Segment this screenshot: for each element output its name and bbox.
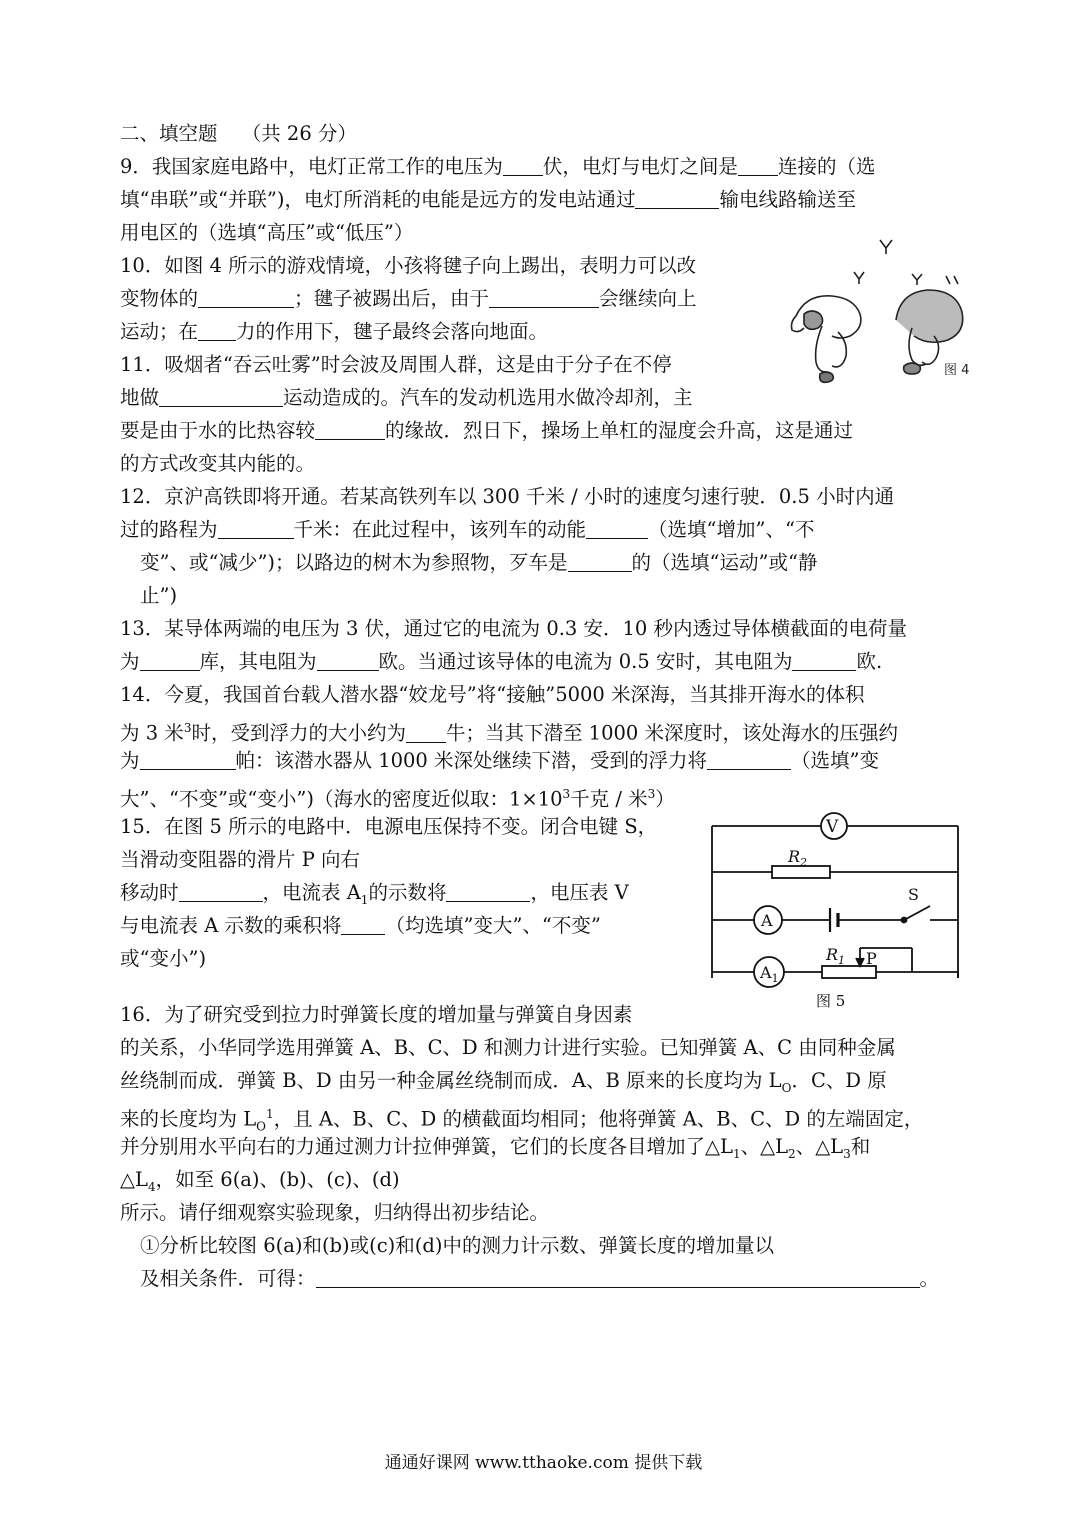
q15-line2: 当滑动变阻器的滑片 P 向右 <box>120 848 361 871</box>
q11-line4: 的方式改变其内能的。 <box>120 452 316 475</box>
q12-line3 <box>140 551 817 575</box>
q10-text: 会继续向上 <box>599 287 697 310</box>
shuttlecock-illustration <box>776 236 972 388</box>
q16-text: △L <box>120 1168 148 1191</box>
q16-subscript: 1 <box>732 1146 741 1161</box>
q15-line5: 或“变小”) <box>120 947 207 970</box>
q11-line3 <box>120 419 853 443</box>
q14-text: 牛；当其下潜至 1000 米深度时，该处海水的压强约 <box>445 721 898 745</box>
q16-text: 、△L <box>795 1135 844 1158</box>
q13-text: 为 <box>120 650 140 673</box>
q16-subscript: O <box>781 1080 792 1095</box>
q16-line3 <box>120 1069 887 1100</box>
q14-superscript: 3 <box>562 787 571 801</box>
q15-text: ，电流表 A <box>262 881 361 904</box>
q11-blank-heat[interactable] <box>315 421 385 440</box>
q15-line4 <box>120 914 601 938</box>
q9-text: 伏，电灯与电灯之间是 <box>542 155 738 178</box>
q9-blank-voltage[interactable] <box>503 157 543 176</box>
q14-text: 为 3 米 <box>120 721 184 745</box>
q16-line1: 16．为了研究受到拉力时弹簧长度的增加量与弹簧自身因素 <box>120 1003 633 1026</box>
resistor-r2-label: $R_2$ <box>788 847 808 869</box>
q16-subscript: 4 <box>147 1179 156 1194</box>
q14-blank-pressure[interactable] <box>140 751 236 770</box>
q13-blank-resistance-2[interactable] <box>792 652 856 671</box>
q16-text: 和 <box>850 1135 871 1158</box>
ammeter-a-label: A <box>761 911 773 930</box>
q15-text: 移动时 <box>120 881 179 904</box>
q11-line1: 11．吸烟者“吞云吐雾”时会波及周围人群，这是由于分子在不停 <box>120 353 672 376</box>
q10-line2 <box>120 287 697 311</box>
q12-text: 过的路程为 <box>120 518 218 541</box>
q14-line3 <box>120 749 879 773</box>
q16-text: 。 <box>919 1267 940 1290</box>
q16-text: 丝绕制而成．弹簧 B、D 由另一种金属丝绕制而成．A、B 原来的长度均为 L <box>120 1069 782 1092</box>
q16-text: ，且 A、B、C、D 的横截面均相同；他将弹簧 A、B、C、D 的左端固定， <box>273 1107 924 1131</box>
q9-text: 填“串联”或“并联”)，电灯所消耗的电能是远方的发电站通过 <box>120 188 636 211</box>
q9-text: 输电线路输送至 <box>719 188 856 211</box>
q16-text: ．C、D 原 <box>791 1069 887 1092</box>
rheostat-r1-label: $R_1$ <box>826 945 846 967</box>
q12-line2 <box>120 518 814 542</box>
switch-s-symbol <box>906 906 930 919</box>
q16-text: 、△L <box>740 1135 789 1158</box>
q14-superscript: 3 <box>647 787 656 801</box>
q9-text: 9．我国家庭电路中，电灯正常工作的电压为 <box>120 155 503 178</box>
q14-text: ） <box>655 787 675 811</box>
q14-text: （选填”变 <box>791 749 880 772</box>
q12-blank-energy[interactable] <box>586 520 648 539</box>
q16-superscript: 1 <box>266 1107 274 1121</box>
section-score: （共 26 分） <box>241 122 357 145</box>
q16-subscript: O <box>256 1119 266 1134</box>
circuit-diagram <box>702 800 972 1024</box>
slider-p-label: P <box>866 949 877 968</box>
figure-5-circuit <box>702 800 972 1024</box>
q9-blank-connection[interactable] <box>738 157 778 176</box>
q13-blank-resistance[interactable] <box>317 652 379 671</box>
q10-text: 运动；在 <box>120 320 199 343</box>
q15-blank-product[interactable] <box>341 916 385 935</box>
q10-line3 <box>120 320 548 344</box>
figure-4-label: 图 4 <box>944 363 970 378</box>
footer-credit: 通通好课网 www.tthaoke.com 提供下载 <box>384 1453 703 1473</box>
q12-text: 的（选填“运动”或“静 <box>631 551 818 574</box>
q11-blank-motion[interactable] <box>159 388 283 407</box>
q14-blank-buoyancy[interactable] <box>406 724 446 743</box>
switch-s-label: S <box>908 885 919 904</box>
q16-line4 <box>120 1102 923 1138</box>
q14-text: 时，受到浮力的大小约为 <box>191 721 406 745</box>
q15-line1: 15．在图 5 所示的电路中．电源电压保持不变。闭合电键 S， <box>120 815 658 838</box>
q10-line1: 10．如图 4 所示的游戏情境，小孩将毽子向上踢出，表明力可以改 <box>120 254 697 277</box>
q12-line4: 止”) <box>140 584 178 607</box>
q12-text: （选填“增加”、“不 <box>648 518 815 541</box>
q10-blank-force[interactable] <box>198 322 236 341</box>
q13-text: 库，其电阻为 <box>199 650 317 673</box>
q15-text: ，电压表 V <box>530 881 629 904</box>
q11-text: 要是由于水的比热容较 <box>120 419 316 442</box>
q16-subscript: 2 <box>788 1146 796 1161</box>
q12-line1: 12．京沪高铁即将开通。若某高铁列车以 300 千米 / 小时的速度匀速行驶．0.5 小时内通 <box>120 485 895 508</box>
q10-text: 变物体的 <box>120 287 199 310</box>
q16-text: ，如至 6(a)、(b)、(c)、(d) <box>155 1168 400 1191</box>
section-heading <box>120 122 357 146</box>
q14-blank-buoyancy-change[interactable] <box>707 751 791 770</box>
q15-subscript: 1 <box>360 892 369 907</box>
q13-line2 <box>120 650 882 674</box>
q15-text: （均选填”变大”、“不变” <box>385 914 601 937</box>
ammeter-a1-label: $A_1$ <box>760 963 779 985</box>
figure-5-label: 图 5 <box>816 992 846 1010</box>
q16-line5 <box>120 1135 870 1166</box>
q16-text: 并分别用水平向右的力通过测力计拉伸弹簧，它们的长度各目增加了△L <box>120 1135 733 1158</box>
q15-line3 <box>120 881 629 912</box>
q12-blank-distance[interactable] <box>218 520 294 539</box>
q16-text: 来的长度均为 L <box>120 1107 257 1131</box>
q10-text: ；毽子被踢出后，由于 <box>294 287 490 310</box>
q14-line2 <box>120 716 898 746</box>
q11-line2 <box>120 386 693 410</box>
q16-line6 <box>120 1168 400 1199</box>
q9-line3: 用电区的（选填“高压”或“低压”） <box>120 221 414 244</box>
q12-blank-reference[interactable] <box>568 553 632 572</box>
q13-text: 欧. <box>856 650 883 673</box>
q11-text: 运动造成的。汽车的发动机选用水做冷却剂，主 <box>283 386 693 409</box>
q9-blank-transmission[interactable] <box>635 190 719 209</box>
section-title: 二、填空题 <box>120 122 218 145</box>
q16-subscript: 3 <box>843 1146 851 1161</box>
q16-line9 <box>140 1267 939 1291</box>
q13-blank-charge[interactable] <box>140 652 200 671</box>
q14-superscript: 3 <box>183 721 192 735</box>
q14-line1: 14．今夏，我国首台载人潜水器“姣龙号”将“接触”5000 米深海，当其排开海水的体积 <box>120 683 865 706</box>
figure-4-shuttlecock <box>776 236 972 388</box>
q14-line4 <box>120 782 675 812</box>
q11-text: 的缘故．烈日下，操场上单杠的湿度会升高，这是通过 <box>385 419 854 442</box>
q16-line2: 的关系，小华同学选用弹簧 A、B、C、D 和测力计进行实验。已知弹簧 A、C 由同种金属 <box>120 1036 896 1059</box>
q10-text: 力的作用下，毽子最终会落向地面。 <box>236 320 549 343</box>
voltmeter-label: V <box>826 817 839 837</box>
q10-blank-state[interactable] <box>198 289 294 308</box>
q14-text: 为 <box>120 749 140 772</box>
q9-line2 <box>120 188 856 212</box>
q9-line1 <box>120 155 875 179</box>
q10-blank-inertia[interactable] <box>489 289 599 308</box>
q13-line1: 13．某导体两端的电压为 3 伏，通过它的电流为 0.3 安．10 秒内透过导体横截面的电荷量 <box>120 617 908 640</box>
q9-text: 连接的（选 <box>777 155 876 178</box>
q12-text: 千米：在此过程中，该列车的动能 <box>293 518 587 541</box>
q16-text: 及相关条件．可得： <box>140 1267 316 1290</box>
q16-line8: ①分析比较图 6(a)和(b)或(c)和(d)中的测力计示数、弹簧长度的增加量以 <box>140 1234 774 1257</box>
q15-text: 的示数将 <box>368 881 447 904</box>
q14-text: 帕：该潜水器从 1000 米深处继续下潜，受到的浮力将 <box>235 749 708 772</box>
q12-text: 变”、或“减少”)；以路边的树木为参照物，歹车是 <box>140 551 568 574</box>
q16-line7: 所示。请仔细观察实验现象，归纳得出初步结论。 <box>120 1201 550 1224</box>
q14-text: 千克 / 米 <box>570 787 648 811</box>
q15-blank-a1[interactable] <box>446 883 530 902</box>
q14-text: 大”、“不变”或“变小”)（海水的密度近似取：1×10 <box>120 787 563 811</box>
q15-blank-v[interactable] <box>179 883 263 902</box>
q11-text: 地做 <box>120 386 160 409</box>
q13-text: 欧。当通过该导体的电流为 0.5 安时，其电阻为 <box>378 650 793 673</box>
q15-text: 与电流表 A 示数的乘积将 <box>120 914 342 937</box>
q16-blank-conclusion[interactable] <box>316 1269 920 1288</box>
